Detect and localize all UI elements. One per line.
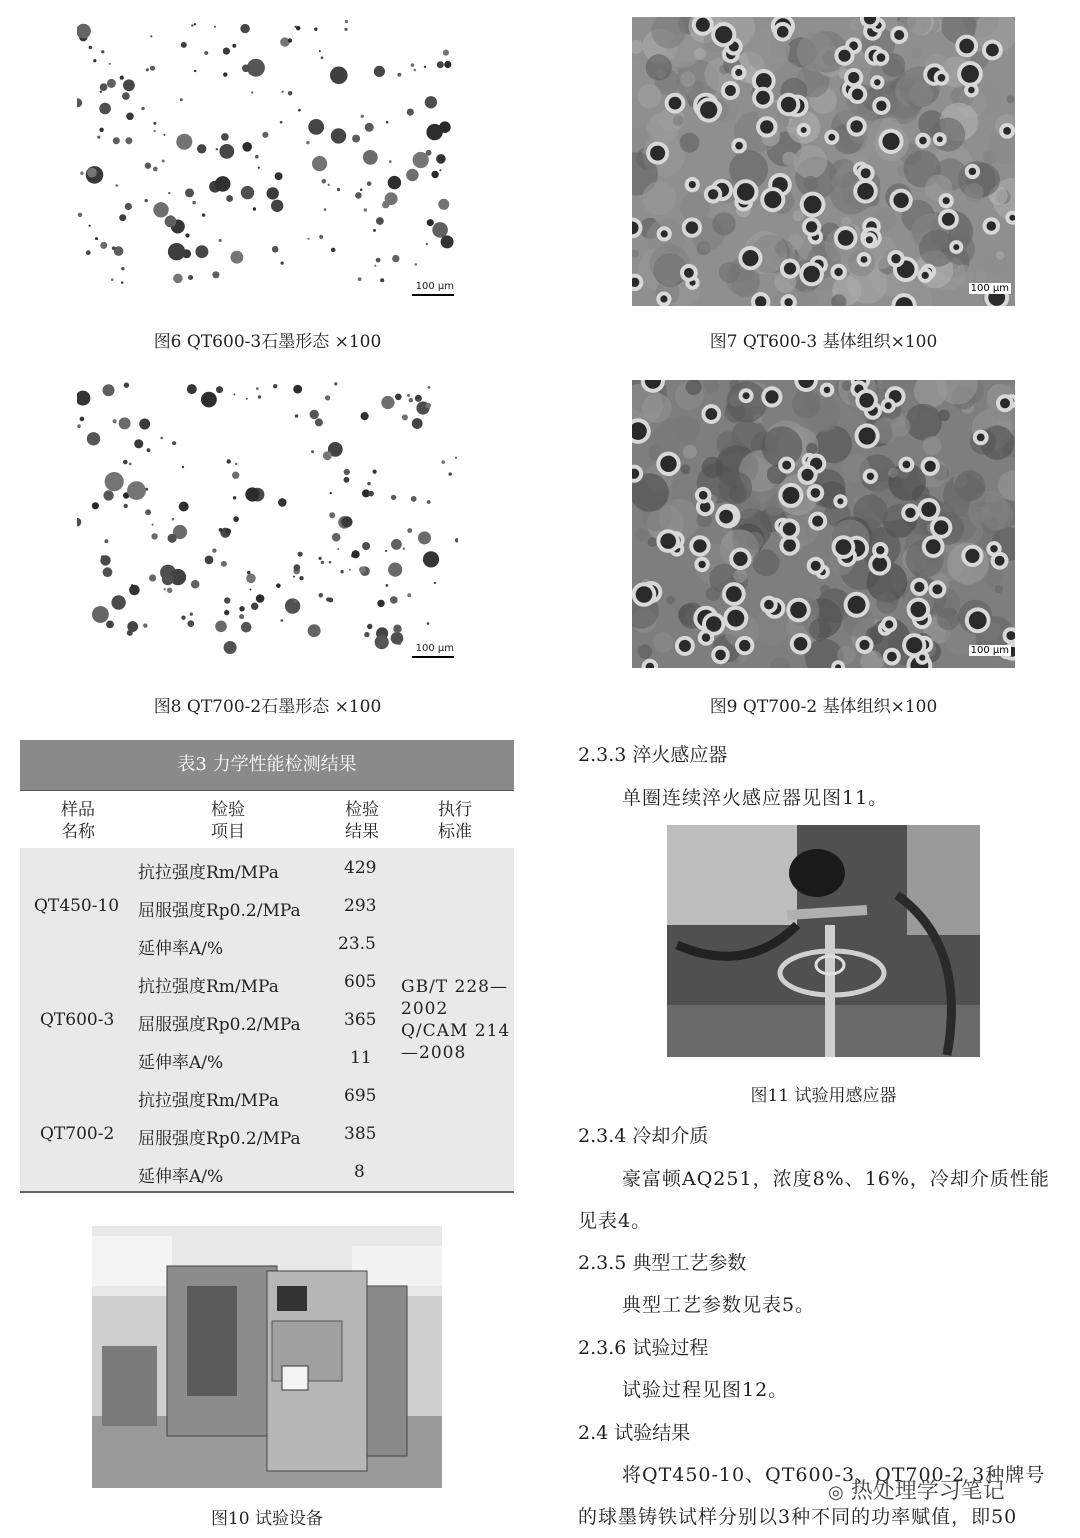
standard-line: 2002 xyxy=(401,999,449,1019)
table-3-body xyxy=(20,848,514,1193)
col-header-item: 检验 项目 xyxy=(211,800,245,842)
table-row-item: 抗拉强度Rm/MPa xyxy=(138,863,279,883)
section-2-3-4-heading: 2.3.4 冷却介质 xyxy=(578,1125,709,1147)
table-row-value: 695 xyxy=(344,1086,377,1106)
figure-9-image xyxy=(632,380,1015,668)
section-2-3-5-paragraph: 典型工艺参数见表5。 xyxy=(622,1294,816,1316)
equipment-photo xyxy=(92,1226,442,1488)
table-row-value: 23.5 xyxy=(338,934,376,954)
scale-bar-label: 100 μm xyxy=(970,283,1009,294)
col-header-sample: 样品 名称 xyxy=(61,800,95,842)
section-2-4-paragraph-cont: 的球墨铸铁试样分别以3种不同的功率赋值，即50 xyxy=(578,1506,1018,1528)
figure-6-image xyxy=(77,17,458,306)
watermark-text: 热处理学习笔记 xyxy=(850,1479,1005,1504)
figure-10-caption: 图10 试验设备 xyxy=(210,1509,324,1529)
figure-10-image xyxy=(92,1226,442,1488)
section-2-3-6-paragraph: 试验过程见图12。 xyxy=(622,1379,789,1401)
table-row-value: 11 xyxy=(350,1048,372,1068)
table-3-header xyxy=(20,790,514,849)
table-row-item: 抗拉强度Rm/MPa xyxy=(138,1091,279,1111)
scale-bar-label: 100 μm xyxy=(415,281,454,292)
watermark xyxy=(828,1474,1005,1505)
table-row-value: 8 xyxy=(354,1162,365,1182)
table-row-value: 293 xyxy=(344,896,377,916)
graphite-micrograph xyxy=(77,380,458,668)
wechat-icon: ◎ xyxy=(828,1482,844,1503)
sample-name: QT450-10 xyxy=(34,896,120,916)
section-2-3-5-heading: 2.3.5 典型工艺参数 xyxy=(578,1252,747,1274)
table-row-item: 抗拉强度Rm/MPa xyxy=(138,977,279,997)
table-row-item: 延伸率A/% xyxy=(138,1167,224,1187)
standard-line: GB/T 228— xyxy=(401,977,508,997)
matrix-micrograph xyxy=(632,17,1015,306)
figure-11-caption: 图11 试验用感应器 xyxy=(750,1086,897,1106)
table-row-value: 429 xyxy=(344,858,377,878)
standard-line: Q/CAM 214 xyxy=(401,1021,511,1041)
table-row-item: 屈服强度Rp0.2/MPa xyxy=(138,901,301,921)
table-row-value: 365 xyxy=(344,1010,377,1030)
scale-bar-label: 100 μm xyxy=(415,643,454,654)
standard-line: —2008 xyxy=(401,1043,467,1063)
figure-7-caption: 图7 QT600-3 基体组织×100 xyxy=(709,332,938,352)
figure-6-caption: 图6 QT600-3石墨形态 ×100 xyxy=(153,332,382,352)
matrix-micrograph xyxy=(632,380,1015,668)
table-row-item: 屈服强度Rp0.2/MPa xyxy=(138,1129,301,1149)
table-row-item: 屈服强度Rp0.2/MPa xyxy=(138,1015,301,1035)
figure-8-caption: 图8 QT700-2石墨形态 ×100 xyxy=(153,697,382,717)
col-header-result: 检验 结果 xyxy=(345,800,379,842)
figure-9-caption: 图9 QT700-2 基体组织×100 xyxy=(709,697,938,717)
section-2-3-3-heading: 2.3.3 淬火感应器 xyxy=(578,744,728,766)
scale-bar xyxy=(412,656,454,658)
col-header-standard: 执行 标准 xyxy=(438,800,472,842)
inductor-photo xyxy=(667,825,980,1057)
figure-11-image xyxy=(667,825,980,1057)
section-2-3-6-heading: 2.3.6 试验过程 xyxy=(578,1337,709,1359)
table-row-value: 385 xyxy=(344,1124,377,1144)
section-2-3-4-paragraph: 豪富顿AQ251，浓度8%、16%，冷却介质性能 xyxy=(622,1168,1050,1190)
scale-bar xyxy=(412,294,454,296)
section-2-3-3-paragraph: 单圈连续淬火感应器见图11。 xyxy=(622,787,889,809)
section-2-4-heading: 2.4 试验结果 xyxy=(578,1422,691,1444)
table-row-value: 605 xyxy=(344,972,377,992)
section-2-4-paragraph: 将QT450-10、QT600-3、QT700-2 3种牌号 xyxy=(622,1464,1046,1486)
sample-name: QT600-3 xyxy=(40,1010,115,1030)
figure-8-image xyxy=(77,380,458,668)
table-row-item: 延伸率A/% xyxy=(138,1053,224,1073)
table-3-title: 表3 力学性能检测结果 xyxy=(20,740,514,790)
graphite-micrograph xyxy=(77,17,458,306)
figure-7-image xyxy=(632,17,1015,306)
sample-name: QT700-2 xyxy=(40,1124,115,1144)
section-2-3-4-paragraph-cont: 见表4。 xyxy=(578,1210,652,1232)
scale-bar-label: 100 μm xyxy=(970,645,1009,656)
table-row-item: 延伸率A/% xyxy=(138,939,224,959)
